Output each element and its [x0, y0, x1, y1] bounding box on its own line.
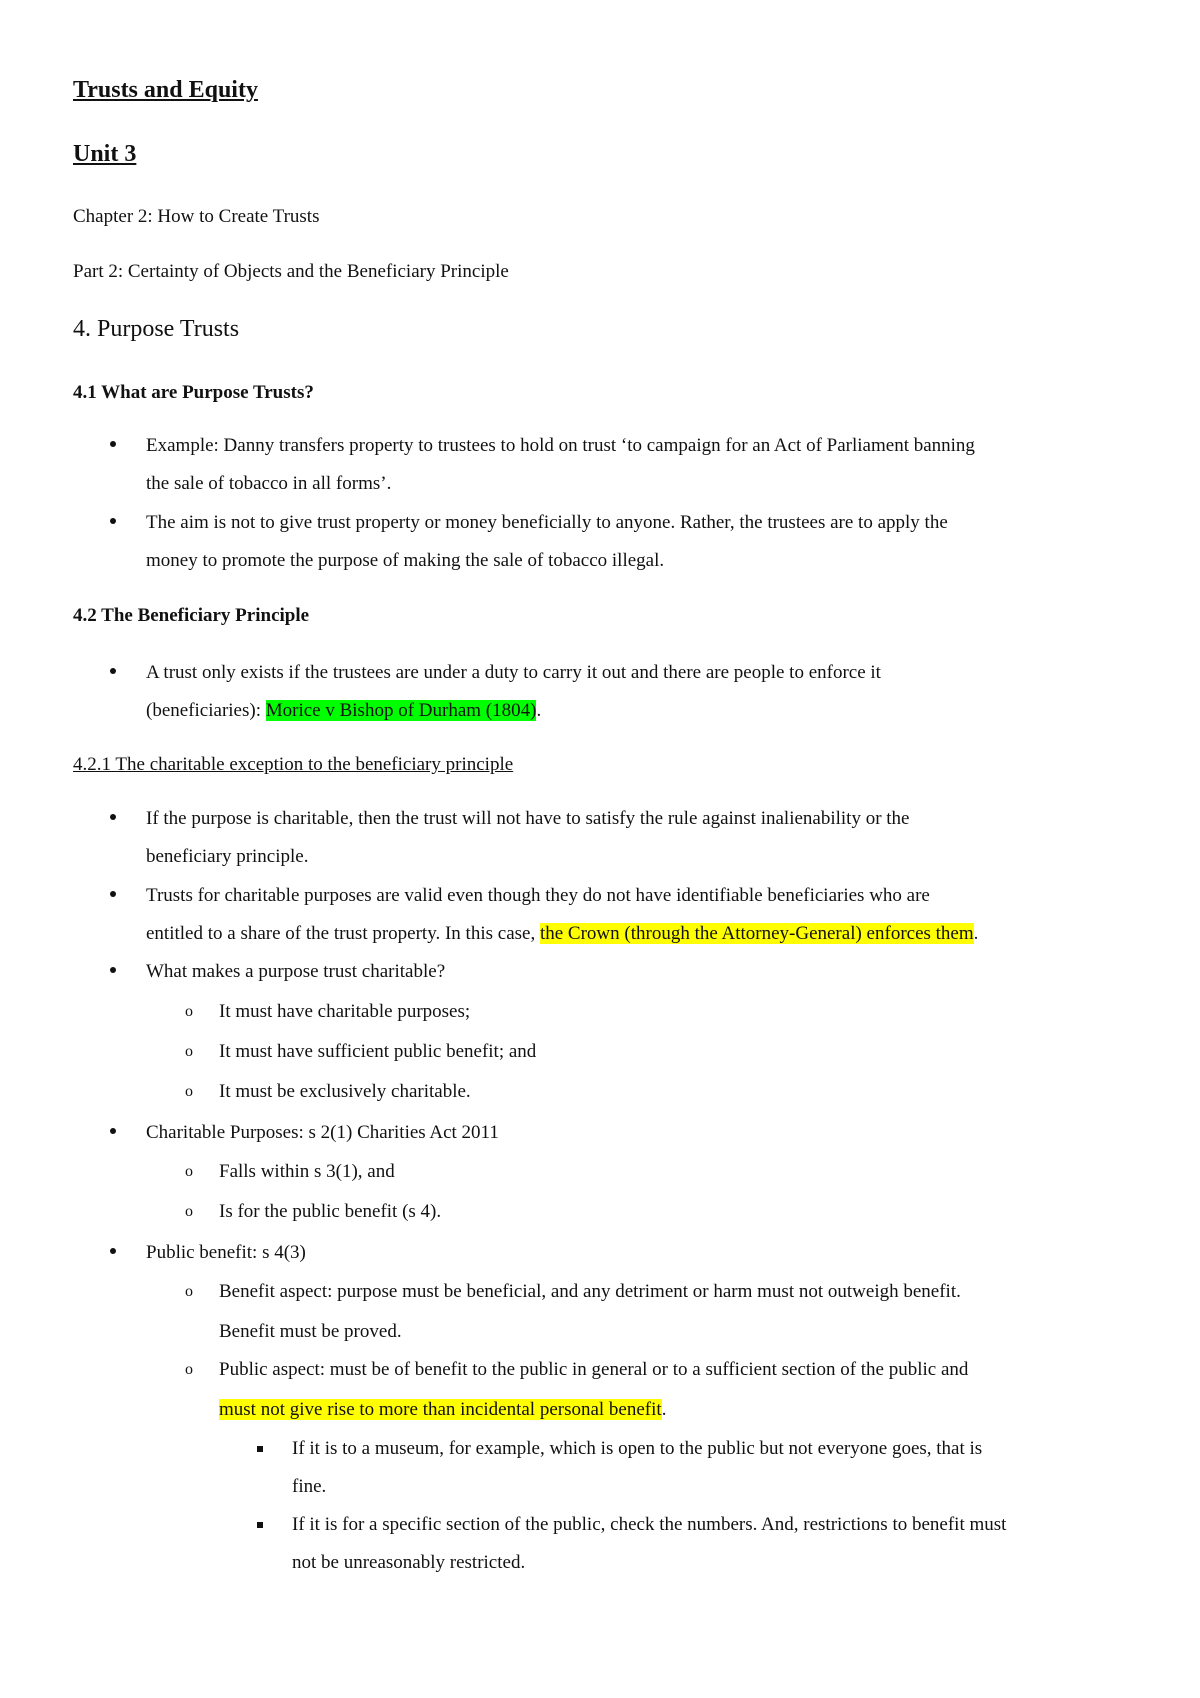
document-title: Trusts and Equity — [73, 77, 258, 103]
sub-list-item-text: Benefit aspect: purpose must be beneficial, and any detriment or harm must not outweigh benefit. — [219, 1281, 961, 1302]
sub-bullet-marker: o — [185, 1043, 193, 1060]
incidental-benefit-highlight: must not give rise to more than incidental personal benefit — [219, 1399, 662, 1420]
sub-bullet-marker: o — [185, 1283, 193, 1300]
list-item-text: Trusts for charitable purposes are valid even though they do not have identifiable beneficiaries who are — [146, 885, 930, 906]
tertiary-list-item-text: If it is to a museum, for example, which is open to the public but not everyone goes, that is — [292, 1438, 983, 1459]
square-bullet-marker — [257, 1522, 263, 1528]
sub-bullet-marker: o — [185, 1003, 193, 1020]
bullet-marker — [110, 814, 116, 820]
list-item-text: (beneficiaries): Morice v Bishop of Durham (1804). — [146, 700, 542, 721]
subsection-heading-4-2-1: 4.2.1 The charitable exception to the beneficiary principle — [73, 754, 514, 775]
sub-bullet-marker: o — [185, 1163, 193, 1180]
list-item-text: beneficiary principle. — [146, 846, 309, 867]
list-item-text: entitled to a share of the trust property. In this case, the Crown (through the Attorney-General) enforces them. — [146, 923, 979, 944]
list-item-text: money to promote the purpose of making the sale of tobacco illegal. — [146, 550, 665, 571]
unit-heading: Unit 3 — [73, 141, 137, 167]
sub-list-item-text: It must have charitable purposes; — [219, 1001, 471, 1022]
list-item-text: Charitable Purposes: s 2(1) Charities Act 2011 — [146, 1122, 499, 1143]
tertiary-list-item-text: If it is for a specific section of the public, check the numbers. And, restrictions to benefit must — [292, 1514, 1007, 1535]
sub-bullet-marker: o — [185, 1361, 193, 1378]
subsection-heading-4-1: 4.1 What are Purpose Trusts? — [73, 382, 314, 403]
list-item-text: If the purpose is charitable, then the trust will not have to satisfy the rule against inalienability or the — [146, 808, 910, 829]
bullet-marker — [110, 1128, 116, 1134]
bullet-marker — [110, 441, 116, 447]
case-citation-highlight: Morice v Bishop of Durham (1804) — [265, 700, 537, 721]
sub-list-item-text: Benefit must be proved. — [219, 1321, 402, 1342]
chapter-line: Chapter 2: How to Create Trusts — [73, 206, 320, 227]
list-item-text: the sale of tobacco in all forms’. — [146, 473, 392, 494]
bullet-marker — [110, 668, 116, 674]
list-item-text: What makes a purpose trust charitable? — [146, 961, 446, 982]
sub-list-item-text: It must have sufficient public benefit; and — [219, 1041, 537, 1062]
sub-bullet-marker: o — [185, 1203, 193, 1220]
bullet-marker — [110, 518, 116, 524]
tertiary-list-item-text: not be unreasonably restricted. — [292, 1552, 526, 1573]
square-bullet-marker — [257, 1446, 263, 1452]
tertiary-list-item-text: fine. — [292, 1476, 327, 1497]
list-item-text: Example: Danny transfers property to trustees to hold on trust ‘to campaign for an Act of Parliament banning — [146, 435, 975, 456]
sub-list-item-text: Is for the public benefit (s 4). — [219, 1201, 442, 1222]
sub-bullet-marker: o — [185, 1083, 193, 1100]
bullet-marker — [110, 891, 116, 897]
sub-list-item-text: Public aspect: must be of benefit to the public in general or to a sufficient section of the public and — [219, 1359, 969, 1380]
list-item-text: A trust only exists if the trustees are under a duty to carry it out and there are people to enforce it — [146, 662, 881, 683]
bullet-marker — [110, 1248, 116, 1254]
bullet-marker — [110, 967, 116, 973]
subsection-heading-4-2: 4.2 The Beneficiary Principle — [73, 605, 310, 626]
sub-list-item-text: Falls within s 3(1), and — [219, 1161, 395, 1182]
section-heading: 4. Purpose Trusts — [73, 316, 240, 342]
sub-list-item-text: It must be exclusively charitable. — [219, 1081, 471, 1102]
list-item-text: Public benefit: s 4(3) — [146, 1242, 306, 1263]
sub-list-item-text: must not give rise to more than incidental personal benefit. — [219, 1399, 667, 1420]
part-line: Part 2: Certainty of Objects and the Beneficiary Principle — [73, 261, 509, 282]
enforcement-highlight: the Crown (through the Attorney-General) enforces them — [539, 923, 974, 944]
list-item-text: The aim is not to give trust property or money beneficially to anyone. Rather, the trustees are to apply the — [146, 512, 948, 533]
